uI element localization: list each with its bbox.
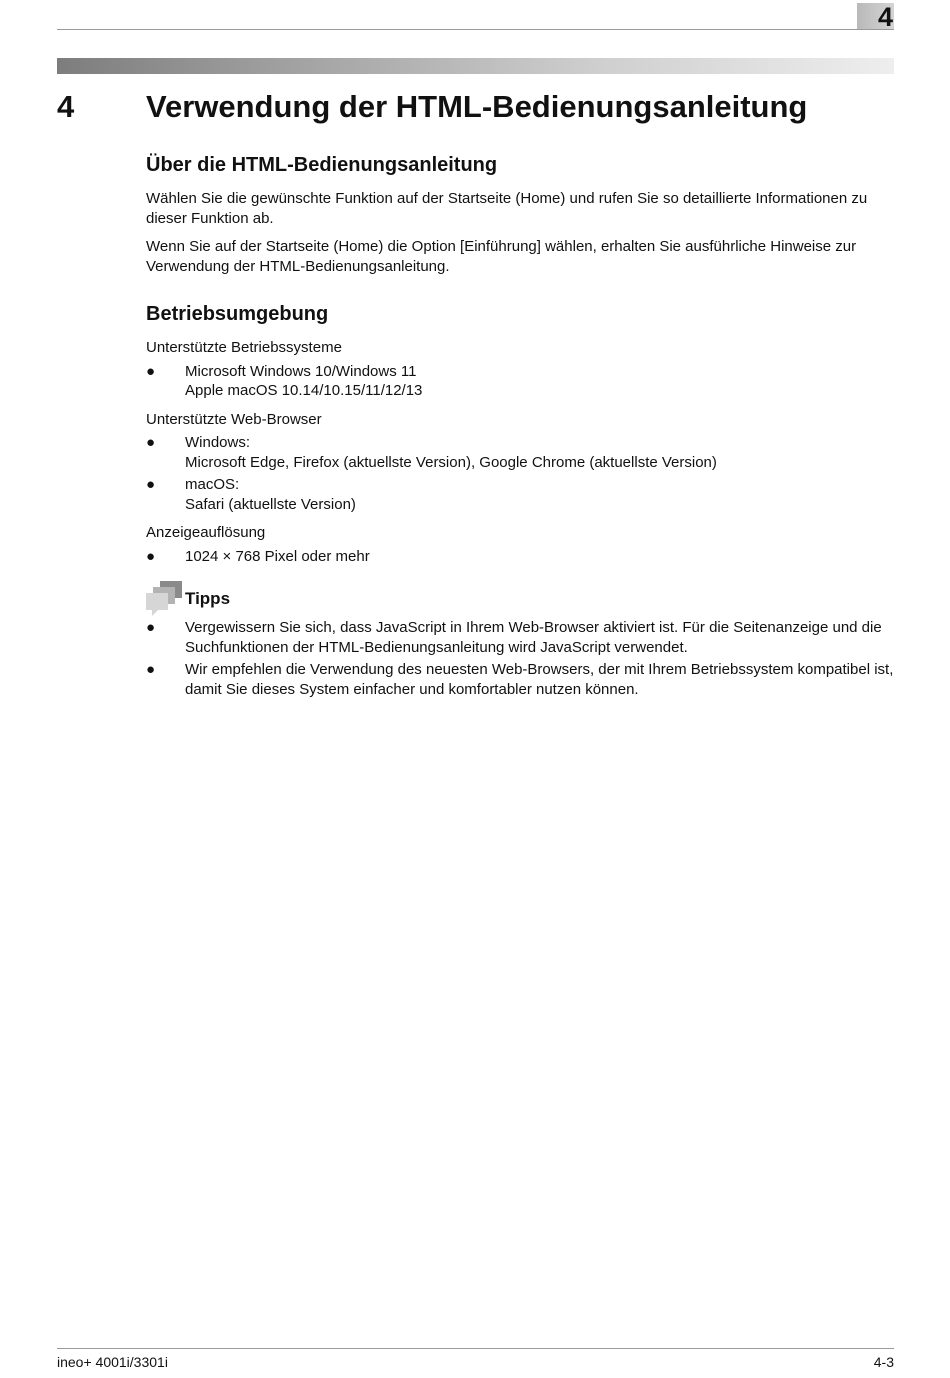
tips-label: Tipps [185, 589, 231, 608]
resolution-list [146, 547, 894, 567]
section-about-paragraph-1: Wählen Sie die gewünschte Funktion auf der Startseite (Home) und rufen Sie so detaillierte Informationen zu dieser Funktion ab. [146, 190, 868, 227]
list-item [146, 475, 894, 514]
list-item-line: Windows: [185, 434, 251, 451]
chapter-title: Verwendung der HTML-Bedienungsanleitung [146, 89, 808, 124]
list-item [146, 433, 894, 472]
bullet-icon: ● [146, 362, 156, 380]
section-heading-environment: Betriebsumgebung [146, 303, 329, 325]
os-list [146, 362, 894, 401]
tips-icon [146, 581, 186, 617]
list-item [146, 547, 894, 567]
browser-list [146, 433, 894, 514]
bullet-icon: ● [146, 476, 156, 493]
bullet-icon: ● [146, 619, 156, 636]
list-item [146, 618, 894, 657]
bullet-icon: ● [146, 661, 156, 678]
chapter-tab-number: 4 [877, 2, 893, 32]
list-item-text: Vergewissern Sie sich, dass JavaScript in Ihrem Web-Browser aktiviert ist. Für die Seitenanzeige und die Suchfunktionen der HTML-Bedienungsanleitung wird JavaScript verwendet. [185, 619, 882, 656]
chapter-number: 4 [57, 89, 75, 124]
browser-label: Unterstützte Web-Browser [146, 410, 322, 428]
bullet-icon: ● [146, 547, 156, 565]
footer-rule [57, 1348, 894, 1349]
footer-page-number: 4-3 [873, 1354, 894, 1370]
list-item-line: Apple macOS 10.14/10.15/11/12/13 [185, 382, 423, 399]
resolution-label: Anzeigeauflösung [146, 524, 266, 541]
section-heading-about: Über die HTML-Bedienungsanleitung [146, 154, 498, 176]
list-item-line: Microsoft Windows 10/Windows 11 [185, 362, 417, 380]
list-item [146, 362, 894, 401]
tips-list [146, 618, 894, 699]
bullet-icon: ● [146, 434, 156, 451]
page-content [146, 150, 894, 702]
list-item-line: macOS: [185, 476, 240, 493]
section-about-paragraph-2: Wenn Sie auf der Startseite (Home) die Option [Einführung] wählen, erhalten Sie ausführliche Hinweise zur Verwendung der HTML-Bedienungsanleitung. [146, 238, 857, 275]
list-item [146, 660, 894, 699]
os-label: Unterstützte Betriebssysteme [146, 339, 342, 356]
list-item-text: Wir empfehlen die Verwendung des neuesten Web-Browsers, der mit Ihrem Betriebssystem kompatibel ist, damit Sie dieses System einfacher und komfortabler nutzen können. [185, 661, 894, 698]
tips-header [146, 581, 894, 617]
list-item-line: Safari (aktuellste Version) [185, 495, 356, 513]
chapter-tab [857, 2, 894, 32]
list-item-line: Microsoft Edge, Firefox (aktuellste Version), Google Chrome (aktuellste Version) [185, 453, 717, 471]
list-item-text: 1024 × 768 Pixel oder mehr [185, 547, 370, 565]
header-rule [57, 29, 894, 30]
chapter-gradient-bar [57, 58, 894, 74]
footer-model: ineo+ 4001i/3301i [57, 1354, 168, 1370]
